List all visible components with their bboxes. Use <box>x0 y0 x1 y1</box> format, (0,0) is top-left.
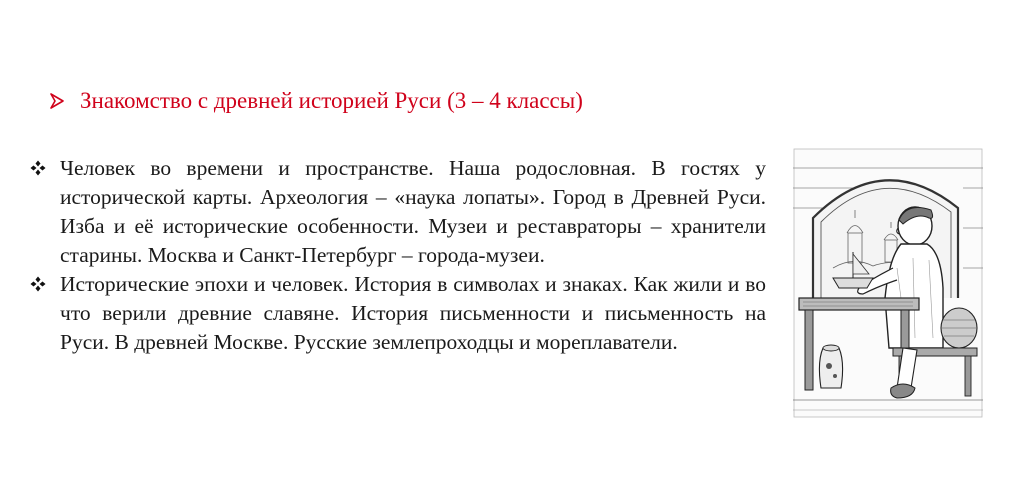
topic-item <box>30 154 766 270</box>
section-heading <box>50 88 583 114</box>
topic-item-text: Человек во времени и пространстве. Наша родословная. В гостях у исторической карты. Археология – «наука лопаты». Город в Древней Руси. Изба и её исторические особенности. Музеи и реставраторы – хранители старины. Москва и Санкт-Петербург – города-музеи. <box>60 156 766 267</box>
arrowhead-icon <box>50 93 64 109</box>
section-heading-text: Знакомство с древней историей Руси (3 – 4 классы) <box>80 88 583 113</box>
topic-list <box>30 154 766 357</box>
boy-in-izba-illustration <box>793 148 983 418</box>
four-diamond-icon <box>30 160 46 176</box>
four-diamond-icon <box>30 276 46 292</box>
topic-item-text: Исторические эпохи и человек. История в символах и знаках. Как жили и во что верили древние славяне. История письменности и письменность на Руси. В древней Москве. Русские землепроходцы и мореплаватели. <box>60 272 766 354</box>
topic-item <box>30 270 766 357</box>
